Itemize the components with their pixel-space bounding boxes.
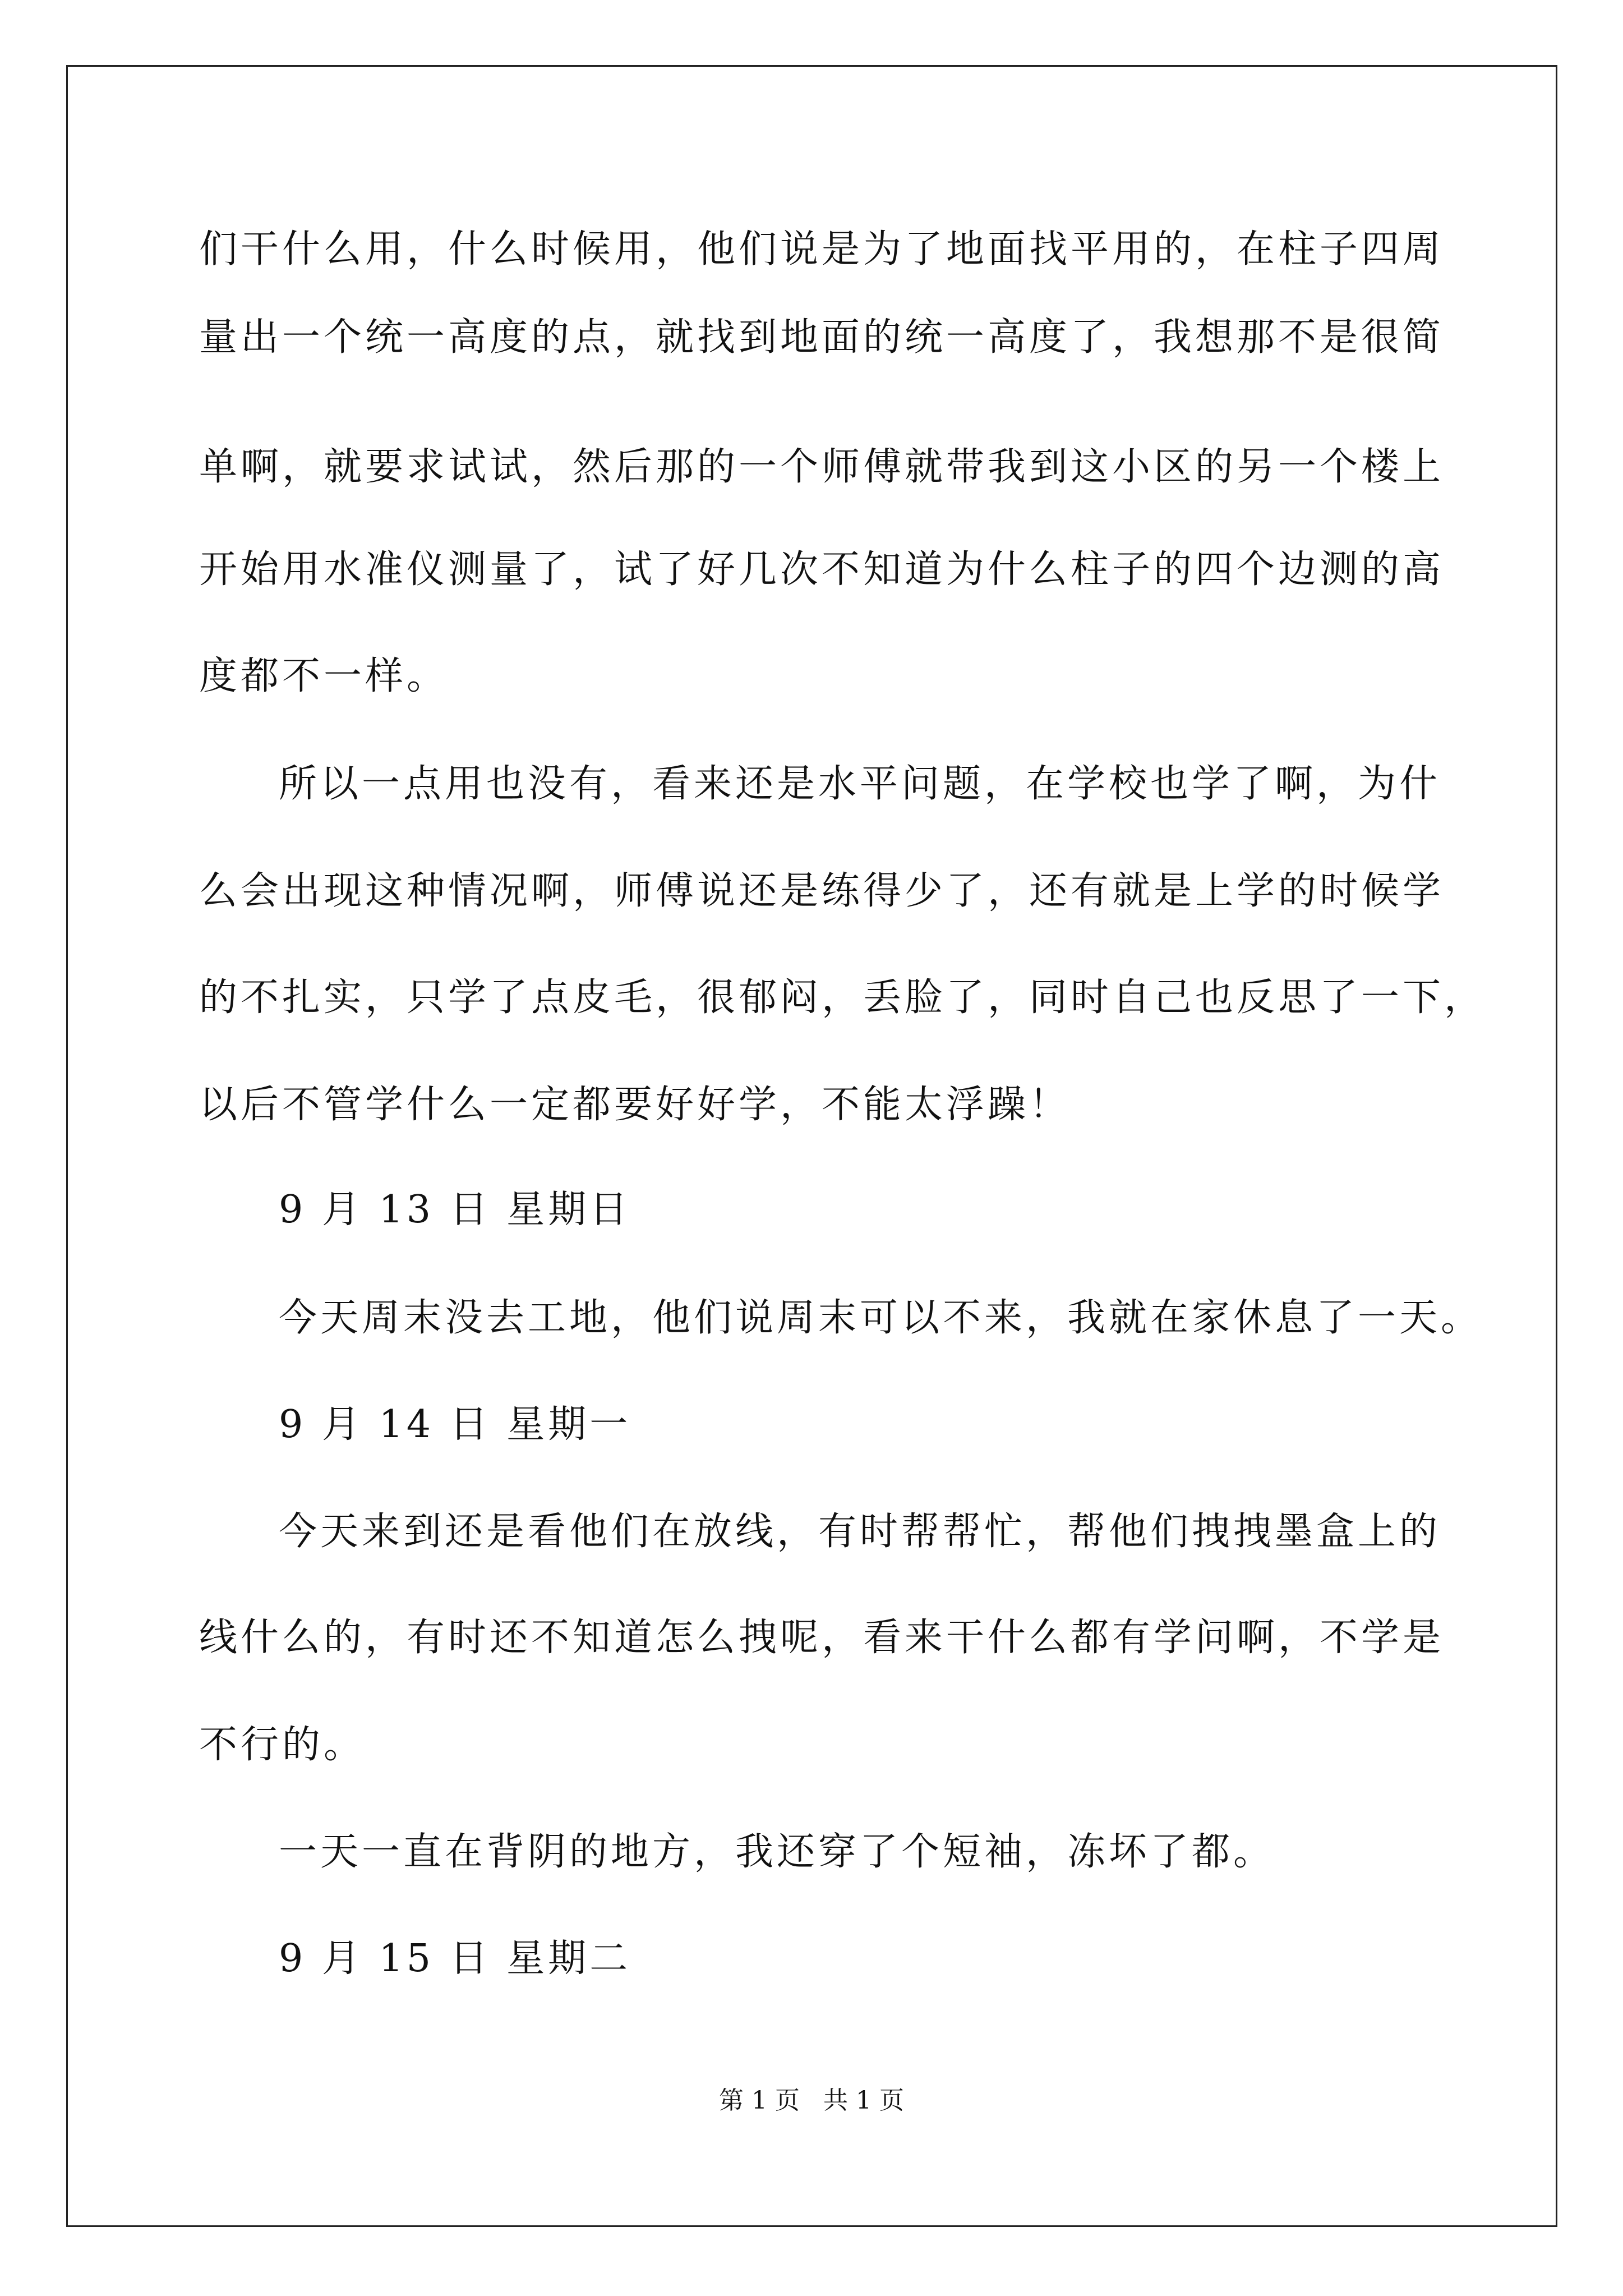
date-heading-sept-15: 9 月 15 日 星期二 [279, 1936, 631, 1981]
body-line-3: 单啊，就要求试试，然后那的一个师傅就带我到这小区的另一个楼上 [199, 445, 1445, 489]
page-footer: 第 1 页 共 1 页 [719, 2086, 904, 2115]
body-line-11: 今天周末没去工地，他们说周末可以不来，我就在家休息了一天。 [279, 1296, 1483, 1340]
body-line-16: 一天一直在背阴的地方，我还穿了个短袖，冻坏了都。 [279, 1830, 1275, 1874]
body-line-8: 的不扎实，只学了点皮毛，很郁闷，丢脸了，同时自己也反思了一下， [199, 976, 1486, 1020]
body-line-2: 量出一个统一高度的点，就找到地面的统一高度了，我想那不是很简 [199, 315, 1445, 360]
date-heading-sept-14: 9 月 14 日 星期一 [279, 1402, 631, 1447]
body-line-1: 们干什么用，什么时候用，他们说是为了地面找平用的，在柱子四周 [199, 227, 1445, 272]
body-line-5: 度都不一样。 [199, 654, 449, 698]
body-line-4: 开始用水准仪测量了，试了好几次不知道为什么柱子的四个边测的高 [199, 547, 1445, 592]
page-border [66, 65, 1557, 2227]
date-heading-sept-13: 9 月 13 日 星期日 [279, 1188, 631, 1232]
body-line-15: 不行的。 [199, 1723, 366, 1767]
body-line-6: 所以一点用也没有，看来还是水平问题，在学校也学了啊，为什 [279, 762, 1441, 806]
body-line-9: 以后不管学什么一定都要好好学，不能太浮躁！ [199, 1083, 1071, 1127]
body-line-7: 么会出现这种情况啊，师傅说还是练得少了，还有就是上学的时候学 [199, 869, 1445, 913]
body-line-13: 今天来到还是看他们在放线，有时帮帮忙，帮他们拽拽墨盒上的 [279, 1510, 1441, 1554]
body-line-14: 线什么的，有时还不知道怎么拽呢，看来干什么都有学问啊，不学是 [199, 1616, 1445, 1660]
